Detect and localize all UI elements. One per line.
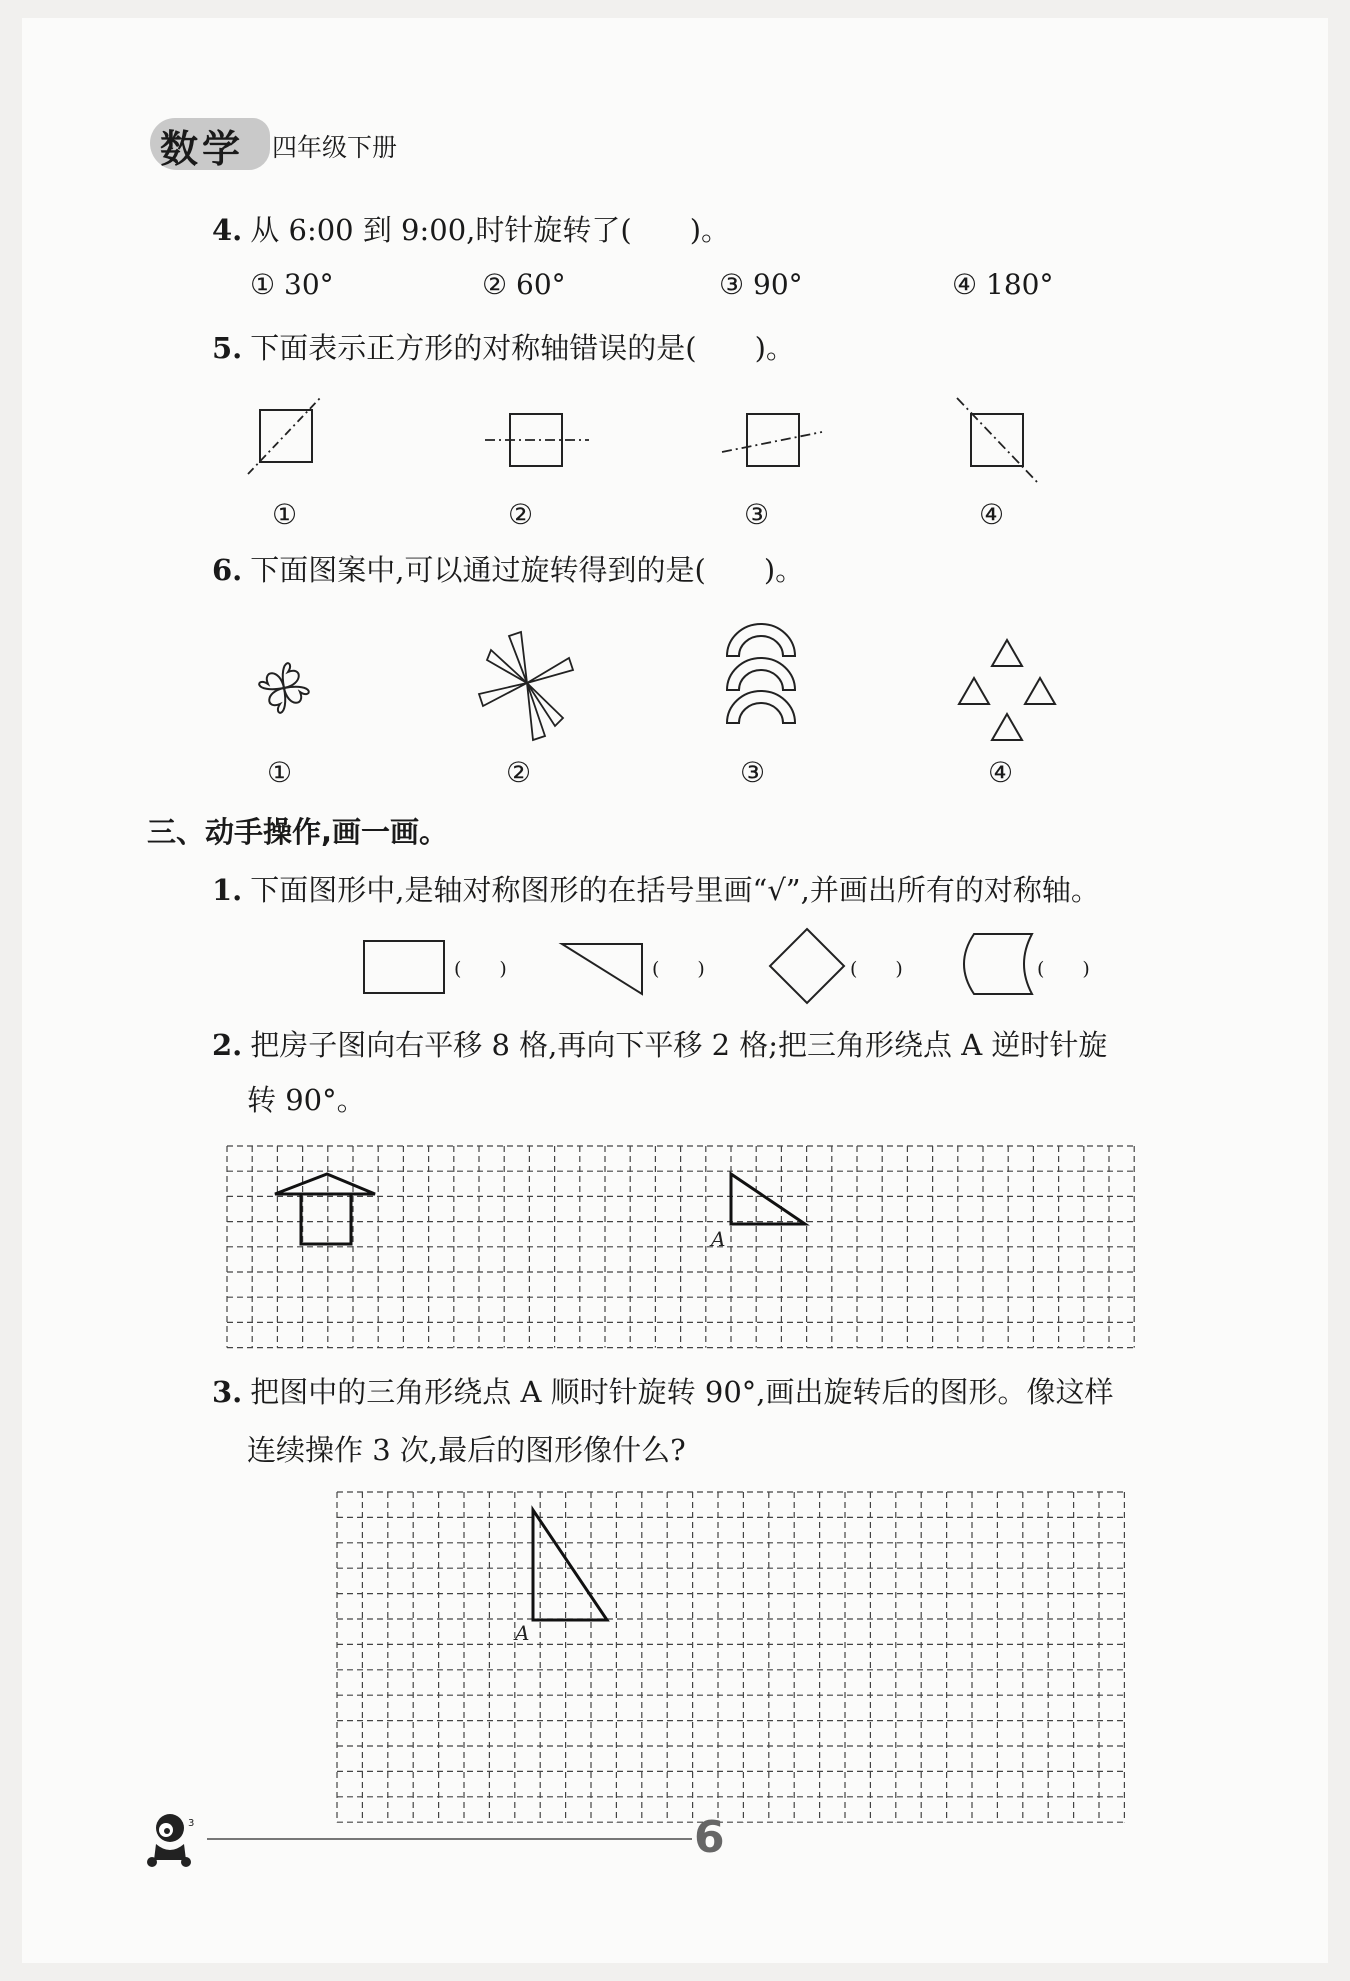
question-text: 下面图案中,可以通过旋转得到的是( )。 [250,553,805,587]
house-roof [275,1174,375,1194]
q6-figure-arches [717,620,807,750]
point-a-label: A [711,1227,726,1251]
problem-text: 把图中的三角形绕点 A 顺时针旋转 90°,画出旋转后的图形。像这样 [250,1375,1114,1409]
question-4 [212,208,730,249]
question-6 [212,548,804,589]
q5-label-3: ③ [744,498,770,531]
grid-2 [225,1144,1137,1356]
q5-figure-2 [477,388,597,478]
footer-rule [207,1838,692,1840]
q4-option-4: ④ 180° [952,268,1054,301]
problem-number: 3. [212,1375,243,1409]
q6-label-3: ③ [740,756,766,789]
problem-2-line-1 [212,1023,1107,1064]
q5-label-2: ② [508,498,534,531]
q5-figure-1 [242,388,332,478]
question-5 [212,326,795,367]
question-number: 5. [212,331,243,365]
triangle-shape [731,1174,805,1224]
q4-option-2: ② 60° [482,268,566,301]
question-number: 6. [212,553,243,587]
q5-label-4: ④ [979,498,1005,531]
triangle-shape [533,1510,607,1620]
problem-text: 下面图形中,是轴对称图形的在括号里画“√”,并画出所有的对称轴。 [250,873,1100,907]
p1-right-triangle [560,936,650,996]
q6-label-2: ② [506,756,532,789]
p1-curved-shape [952,930,1037,1000]
problem-number: 2. [212,1028,243,1062]
p1-diamond [767,926,847,1006]
point-a-label: A [515,1621,530,1645]
question-number: 4. [212,213,243,247]
q4-option-1: ① 30° [250,268,334,301]
grid-lines [227,1146,1134,1348]
q4-option-3: ③ 90° [719,268,803,301]
q5-figure-4 [947,388,1047,478]
page-number: 6 [694,1812,725,1863]
q6-figure-triangles [952,636,1062,746]
grid-lines [337,1492,1124,1822]
problem-3-line-2: 连续操作 3 次,最后的图形像什么? [247,1433,686,1467]
section-title: 三、动手操作,画一画。 [147,815,449,849]
p1-answer-paren-1[interactable]: ( ) [454,958,507,980]
p1-answer-paren-2[interactable]: ( ) [652,958,705,980]
house-body [301,1194,351,1244]
question-text: 从 6:00 到 9:00,时针旋转了( )。 [250,213,731,247]
mascot-icon [140,1806,200,1868]
p1-answer-paren-3[interactable]: ( ) [850,958,903,980]
q6-figure-pinwheel [477,628,577,748]
p1-answer-paren-4[interactable]: ( ) [1037,958,1090,980]
q6-label-1: ① [267,756,293,789]
workbook-page [22,18,1328,1963]
problem-2-line-2: 转 90°。 [247,1083,366,1117]
q6-label-4: ④ [988,756,1014,789]
grade-label: 四年级下册 [272,133,398,162]
subject-title: 数学 [160,127,245,171]
q5-figure-3 [712,388,832,478]
problem-text: 把房子图向右平移 8 格,再向下平移 2 格;把三角形绕点 A 逆时针旋 [250,1028,1108,1062]
question-text: 下面表示正方形的对称轴错误的是( )。 [250,331,795,365]
svg-text:3: 3 [188,1818,195,1829]
grid-3 [335,1490,1127,1752]
p1-rectangle [362,936,452,996]
q6-figure-clover [244,648,324,728]
problem-3-line-1 [212,1370,1114,1411]
q5-label-1: ① [272,498,298,531]
problem-number: 1. [212,873,243,907]
problem-1 [212,868,1100,909]
